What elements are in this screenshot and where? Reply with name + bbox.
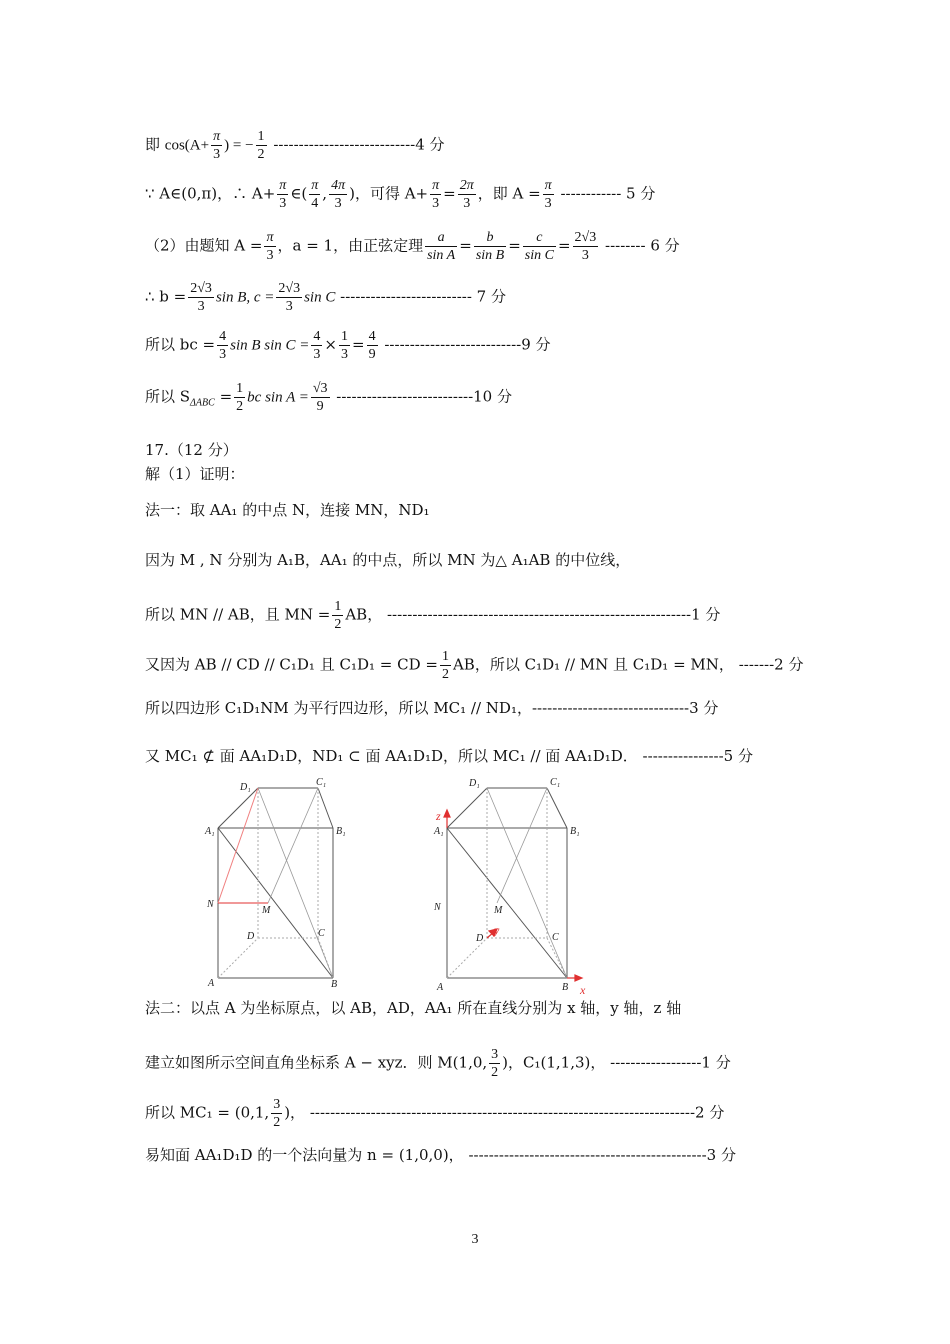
axis-y-label: y: [494, 923, 500, 937]
label-B1-left: B₁: [336, 826, 346, 837]
label-C-right: C: [552, 932, 559, 943]
parallelogram-line: 所以四边形 C₁D₁NM 为平行四边形，所以 MC₁ // ND₁，-------------------------------3 分: [145, 699, 719, 717]
label-B-right: B: [562, 982, 569, 993]
label-C1-right: C₁: [550, 777, 561, 788]
axis-x-label: x: [580, 983, 586, 997]
solution-line-2: ∵ A∈(0,π)，∴ A+ $\frac{\pi}{3}$ ∈( $\frac{\pi}{4}$ , $\frac{4\pi}{3}$ )，可得 A+ $\frac{\pi}{3}$ = $\frac{2\pi}{3}$ ，即 A = $\frac{\pi}{3}$ ------------ 5 分: [145, 178, 656, 211]
solution-line-1: 即 cos(A+ $\frac{\pi}{3}$ ) = − $\frac{1}{2}$ ----------------------------4 分: [145, 129, 445, 162]
label-N-left: N: [207, 899, 214, 910]
label-D1-right: D₁: [469, 778, 480, 789]
label-A-right: A: [437, 982, 444, 993]
label-C1-left: C₁: [316, 777, 327, 788]
label-D1-left: D₁: [240, 782, 251, 793]
coordinate-line: 建立如图所示空间直角坐标系 A − xyz．则 M(1,0, $\frac{3}{2}$ )，C₁(1,1,3)， ------------------1 分: [145, 1047, 731, 1080]
label-A1-left: A₁: [205, 826, 215, 837]
label-N-right: N: [434, 902, 441, 913]
solution-line-3: （2）由题知 A = $\frac{\pi}{3}$ ，a = 1，由正弦定理 $\frac{a}{\text{sin A}}$ = $\frac{b}{\text{sin B}}$ = $\frac{c}{\text{sin C}}$ = $\frac{2√3}{3}$ -------- 6 分: [145, 230, 680, 263]
label-C-left: C: [318, 928, 325, 939]
parallel-line-1: 所以 MN // AB，且 MN = $\frac{1}{2}$ AB， ------------------------------------------------------------1 分: [145, 599, 721, 632]
vector-line: 所以 MC₁ = (0,1, $\frac{3}{2}$ )， ----------------------------------------------------------------------------2 分: [145, 1097, 725, 1130]
label-A-left: A: [208, 978, 215, 989]
label-M-left: M: [262, 905, 271, 916]
prism-figure-left: [204, 777, 346, 990]
solution-line-4: ∴ b = $\frac{2√3}{3}$ sin B, c = $\frac{2√3}{3}$ sin C -------------------------- 7 分: [145, 281, 506, 314]
prism-figure-right: [433, 777, 586, 997]
axis-z-label: z: [436, 809, 441, 823]
label-A1-right: A₁: [434, 826, 444, 837]
label-B1-right: B₁: [570, 826, 580, 837]
midline-line: 因为 M , N 分别为 A₁B，AA₁ 的中点，所以 MN 为△ A₁AB 的中位线，: [145, 551, 631, 569]
solution-line-5: 所以 bc = $\frac{4}{3}$ sin B sin C = $\frac{4}{3}$ × $\frac{1}{3}$ = $\frac{4}{9}$ ---------------------------9 分: [145, 329, 551, 362]
method-1-line: 法一：取 AA₁ 的中点 N，连接 MN，ND₁: [145, 501, 430, 519]
parallel-line-2: 又因为 AB // CD // C₁D₁ 且 C₁D₁ = CD = $\frac{1}{2}$ AB，所以 C₁D₁ // MN 且 C₁D₁ = MN， -------2 分: [145, 649, 804, 682]
prism-figures: [0, 772, 950, 1002]
label-D-right: D: [476, 933, 484, 944]
solution-part1-heading: 解（1）证明：: [145, 465, 245, 483]
normal-vector-line: 易知面 AA₁D₁D 的一个法向量为 n = (1,0,0)， -----------------------------------------------3 分: [145, 1146, 736, 1164]
problem-17-heading: 17.（12 分）: [145, 441, 238, 459]
label-M-right: M: [494, 905, 503, 916]
method-2-line: 法二：以点 A 为坐标原点，以 AB，AD，AA₁ 所在直线分别为 x 轴，y 轴，z 轴: [145, 999, 682, 1017]
label-B-left: B: [331, 979, 338, 990]
label-D-left: D: [247, 931, 255, 942]
conclusion-line: 又 MC₁ ⊄ 面 AA₁D₁D，ND₁ ⊂ 面 AA₁D₁D，所以 MC₁ // 面 AA₁D₁D． ----------------5 分: [145, 747, 753, 765]
page-number: 3: [471, 1232, 479, 1247]
solution-line-6: 所以 $S_{\Delta ABC}$ = $\frac{1}{2}$ bc sin A = $\frac{√3}{9}$ ---------------------------10 分: [145, 381, 512, 414]
